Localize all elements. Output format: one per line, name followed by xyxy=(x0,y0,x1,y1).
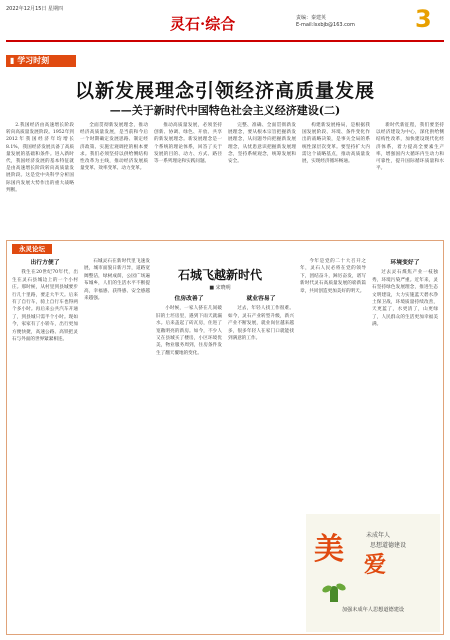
forum-paragraph: 过去，年轻人找工作很难。如今，灵石产业转型升级，新兴产业不断发展，就业岗位越来越多，很多年轻人在家门口就能找到满意的工作。 xyxy=(228,306,294,342)
forum-paragraph: 今年是党的二十大召开之年，灵石人民必将在党的领导下，团结奋斗，踔厉奋发，谱写新时代灵石高质量发展的崭新篇章，共同创造更加美好的明天。 xyxy=(300,259,366,294)
article-paragraph: 推动高质量发展，必须坚持创新、协调、绿色、开放、共享的新发展理念。新发展理念是一个系统的理论体系，回答了关于发展的目的、动力、方式、路径等一系列理论和实践问题。 xyxy=(154,123,222,165)
study-badge-label: 学习时刻 xyxy=(17,56,50,65)
ad-char-2: 爱 xyxy=(364,552,387,578)
article-paragraph: 完整、准确、全面贯彻新发展理念，要从根本宗旨把握新发展理念，从问题导向把握新发展理念，从忧患意识把握新发展理念，坚持系统观念，统筹发展和安全。 xyxy=(228,123,296,165)
forum-column-3 xyxy=(156,294,222,632)
editor-email: E-mail:lsxbjb@163.com xyxy=(296,22,355,28)
article-subtitle: ——关于新时代中国特色社会主义经济建设(二) xyxy=(109,104,341,117)
forum-paragraph: 我生在20世纪70年代，出生在灵石县城边上的一个小村庄。那时候，从村里到县城要步行几十里路，要走大半天。后来有了自行车，骑上自行车也得两个多小时。再后来公共汽车开通了，到县城只需半个小时。现如今，家家有了小轿车，出行更加方便快捷，高速公路、高铁把灵石与外面的世界紧紧相连。 xyxy=(12,270,78,343)
article-paragraph: 全面贯彻新发展理念，推动经济高质量发展，是当前和今后一个时期确定发展思路、制定经济政策、实施宏观调控的根本要求。我们必须坚持以供给侧结构性改革为主线，推动经济发展质量变革、效率变革、动力变革。 xyxy=(80,123,148,172)
article-column-5 xyxy=(302,122,370,236)
subheading-jobs: 就业容易了 xyxy=(246,296,276,302)
editor-info xyxy=(296,15,355,29)
ad-slogan: 加强未成年人思想道德建设 xyxy=(341,607,405,613)
editor-name: 责编：秦建英 xyxy=(296,15,327,21)
forum-column-1 xyxy=(12,258,78,632)
subheading-housing: 住房改善了 xyxy=(174,296,204,302)
ad-line-1: 未成年人 xyxy=(366,532,391,539)
page-header xyxy=(0,0,450,44)
article-paragraph: 2.我国经济由高速增长阶段转向高质量发展阶段。1952年到2012年我国经济年均增长8.1%，我国经济发展具备了高质量发展的基础和条件。进入新时代，我国经济发展的基本特征就是由高速增长阶段转向高质量发展阶段。这是党中央科学分析国际国内发展大势作出的重大战略判断。 xyxy=(6,123,74,193)
subheading-travel: 出行方便了 xyxy=(30,260,60,266)
header-rule xyxy=(6,40,444,42)
study-badge: ▮ 学习时刻 xyxy=(6,55,76,67)
issue-date: 2022年12月15日 星期四 xyxy=(6,6,64,12)
forum-column-4 xyxy=(228,294,294,632)
page-number: 3 xyxy=(415,5,432,33)
article-paragraph: 构建新发展格局，是根据我国发展阶段、环境、条件变化作出的战略决策，是事关全局的系统性深层次变革。要坚持扩大内需这个战略基点，推动高质量发展，实现经济循环畅通。 xyxy=(302,123,370,165)
forum-column-6 xyxy=(372,258,438,508)
ad-char-1: 美 xyxy=(314,532,344,567)
article-column-3 xyxy=(154,122,222,236)
forum-paragraph: 小时候，一家人挤在几间破旧的土坯房里，遇到下雨天就漏水。后来盖起了砖瓦房，住进了宽敞明亮的新房。如今，不少人又在县城买了楼房，小区环境优美，物业服务周到，住房条件发生了翻天覆地的变化。 xyxy=(156,306,222,356)
article-column-4 xyxy=(228,122,296,236)
public-service-ad xyxy=(306,514,440,632)
article-column-6 xyxy=(376,122,444,236)
ad-line-2: 思想道德建设 xyxy=(370,542,407,549)
forum-badge: 永灵论坛 xyxy=(12,244,52,254)
article-column-1 xyxy=(6,122,74,236)
forum-paragraph: 过去灵石煤焦产业一枝独秀，环境污染严重。近年来，灵石坚持绿色发展理念，推进生态文明建设，大力实施蓝天碧水净土保卫战，环境质量持续改善，天更蓝了，水更清了，山更绿了，人民群众的生活更加幸福美满。 xyxy=(372,270,438,328)
forum-paragraph: 石城灵石在新时代里飞速发展，城市面貌日新月异，道路宽阔整洁，绿树成荫，公园广场遍布城乡，人们的生活水平不断提高，幸福感、获得感、安全感越来越强。 xyxy=(84,259,150,302)
article-paragraph: 新时代新征程，我们要坚持以经济建设为中心，深化供给侧结构性改革，加快建设现代化经济体系，着力提高全要素生产率，增强国内大循环内生动力和可靠性，提升国际循环质量和水平。 xyxy=(376,123,444,172)
story-title: 石城飞越新时代 xyxy=(177,268,262,282)
forum-column-5 xyxy=(300,258,366,508)
forum-column-2 xyxy=(84,258,150,632)
section-name: 灵石·综合 xyxy=(170,15,236,33)
subheading-environment: 环境变好了 xyxy=(390,260,420,266)
story-author: ■ 宋晓明 xyxy=(209,285,231,291)
article-column-2 xyxy=(80,122,148,236)
article-title: 以新发展理念引领经济高质量发展 xyxy=(74,80,375,102)
